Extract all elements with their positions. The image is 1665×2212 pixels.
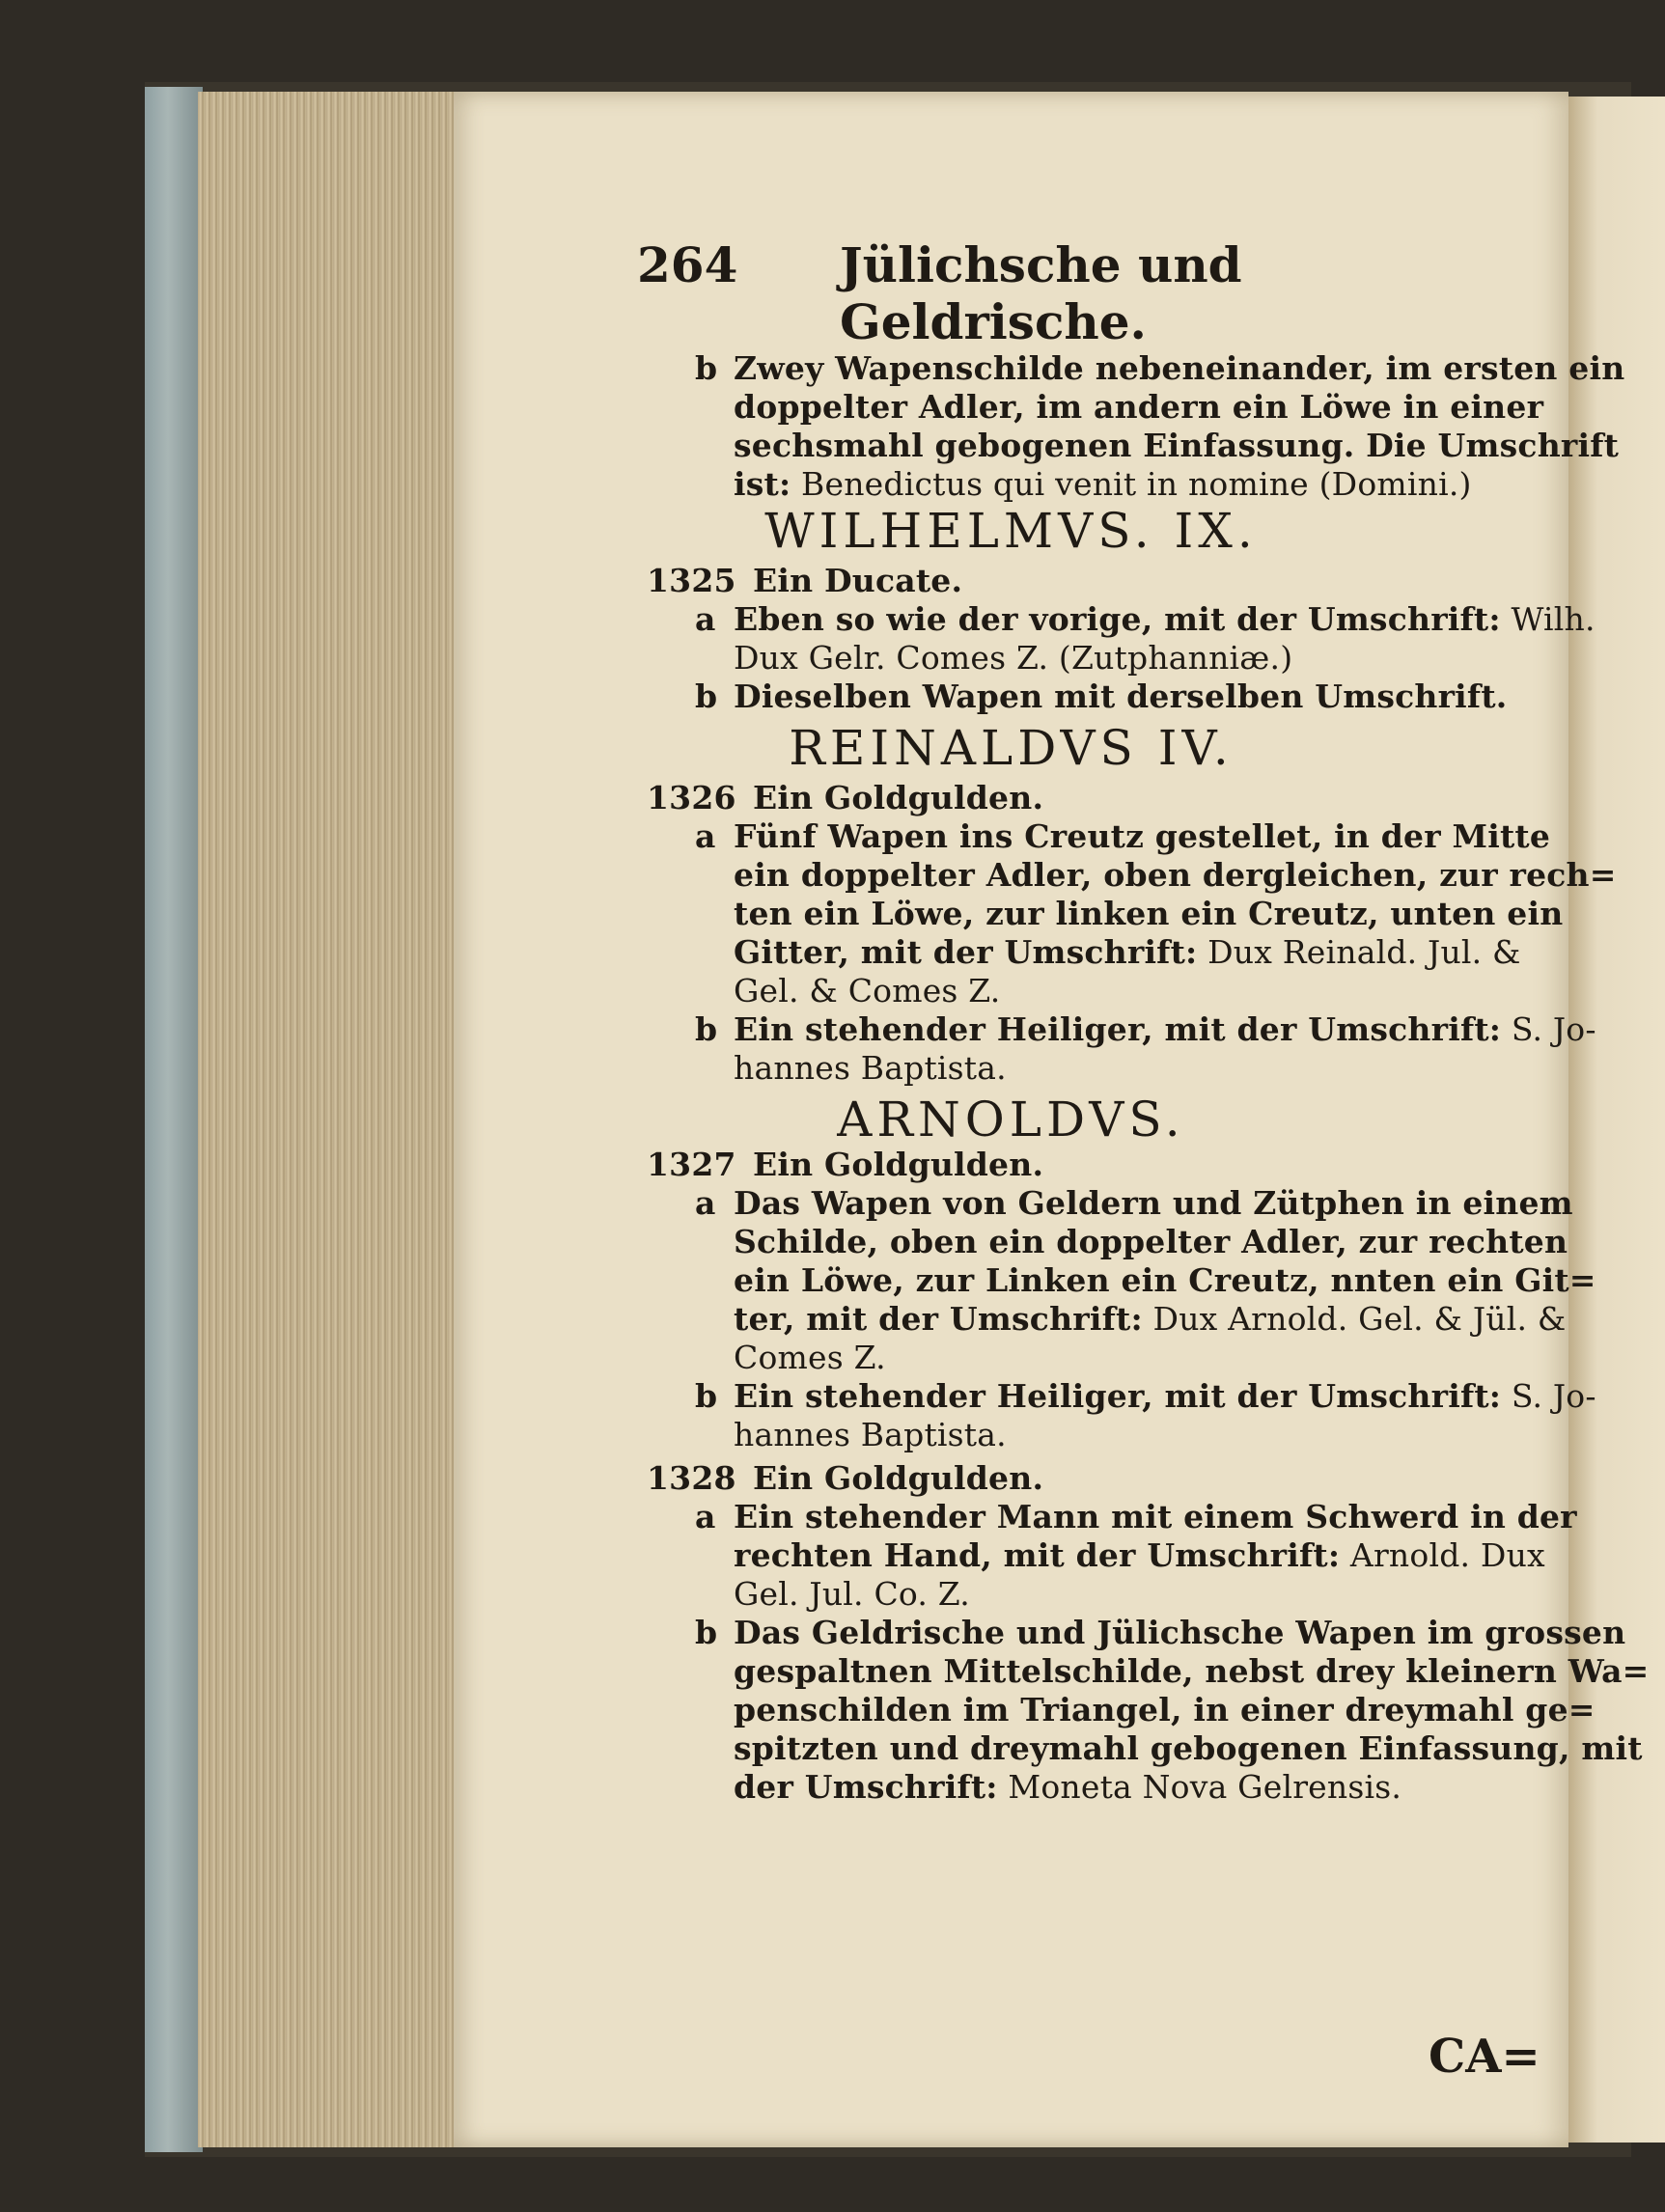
text-line [734, 465, 1472, 503]
section-heading: REINALDVS IV. [789, 720, 1234, 776]
item-marker: b [695, 1377, 718, 1415]
latin-inscription: hannes Baptista. [734, 1049, 1007, 1087]
gothic-text: der Umschrift: [734, 1768, 998, 1806]
facing-page-edge [1568, 97, 1665, 2143]
item-marker: a [695, 817, 716, 855]
gothic-text: Schilde, oben ein doppelter Adler, zur rechten [734, 1223, 1568, 1260]
gothic-text: sechsmahl gebogenen Einfassung. Die Umschrift [734, 427, 1620, 464]
latin-inscription: hannes Baptista. [734, 1416, 1007, 1453]
latin-inscription: Moneta Nova Gelrensis. [997, 1768, 1402, 1806]
text-line [734, 677, 1508, 715]
year-number: 1327 [647, 1146, 736, 1183]
text-line [734, 349, 1625, 387]
year-number: 1328 [647, 1459, 736, 1497]
item-marker: b [695, 349, 718, 387]
gothic-text: ein Löwe, zur Linken ein Creutz, nnten ein Git= [734, 1261, 1596, 1299]
text-line [734, 1300, 1567, 1338]
gothic-text: doppelter Adler, im andern ein Löwe in einer [734, 388, 1544, 426]
page-header [637, 236, 1409, 350]
year-entry-text: Ein Goldgulden. [753, 1146, 1044, 1183]
text-line [734, 600, 1596, 638]
latin-inscription: Benedictus qui venit in nomine (Domini.) [791, 465, 1472, 503]
year-number: 1326 [647, 779, 736, 816]
gothic-text: Zwey Wapenschilde nebeneinander, im ersten ein [734, 349, 1625, 387]
text-line [734, 1614, 1626, 1651]
gothic-text: Gitter, mit der Umschrift: [734, 933, 1198, 971]
text-line [734, 933, 1521, 971]
text-line [734, 1223, 1568, 1260]
year-entry-text: Ein Goldgulden. [753, 779, 1044, 816]
gothic-text: ein doppelter Adler, oben dergleichen, zur rech= [734, 856, 1617, 894]
book-page [454, 92, 1650, 2147]
latin-inscription: Gel. & Comes Z. [734, 972, 1001, 1009]
text-line [734, 1691, 1596, 1728]
gothic-text: ten ein Löwe, zur linken ein Creutz, unten ein [734, 895, 1564, 932]
text-line [734, 1652, 1650, 1690]
text-line [734, 972, 1001, 1009]
text-line [734, 1184, 1573, 1222]
gothic-text: spitzten und dreymahl gebogenen Einfassung, mit [734, 1729, 1643, 1767]
item-marker: a [695, 600, 716, 638]
text-line [734, 1498, 1577, 1535]
gothic-text: penschilden im Triangel, in einer dreymahl ge= [734, 1691, 1596, 1728]
latin-inscription: Dux Gelr. Comes Z. (Zutphanniæ.) [734, 639, 1293, 677]
gothic-text: gespaltnen Mittelschilde, nebst drey kleinern Wa= [734, 1652, 1650, 1690]
text-line [734, 427, 1620, 464]
page-text [454, 92, 1650, 2147]
latin-inscription: Dux Arnold. Gel. & Jül. & [1142, 1300, 1567, 1338]
text-line [734, 1261, 1596, 1299]
item-marker: b [695, 1010, 718, 1048]
text-line [734, 895, 1564, 932]
page-edges [198, 92, 454, 2147]
latin-inscription: Gel. Jul. Co. Z. [734, 1575, 970, 1613]
gothic-text: Ein stehender Heiliger, mit der Umschrift: [734, 1010, 1502, 1048]
text-line [734, 1049, 1007, 1087]
gothic-text: rechten Hand, mit der Umschrift: [734, 1536, 1341, 1574]
latin-inscription: Arnold. Dux [1340, 1536, 1545, 1574]
text-line [734, 1339, 886, 1376]
gothic-text: Dieselben Wapen mit derselben Umschrift. [734, 677, 1508, 715]
latin-inscription: S. Jo- [1501, 1377, 1596, 1415]
gothic-text: Ein stehender Heiliger, mit der Umschrift: [734, 1377, 1502, 1415]
item-marker: b [695, 677, 718, 715]
running-title: Jülichsche und Geldrische. [840, 236, 1242, 350]
text-line [734, 639, 1293, 677]
latin-inscription: S. Jo- [1501, 1010, 1596, 1048]
year-number: 1325 [647, 562, 736, 599]
item-marker: a [695, 1184, 716, 1222]
latin-inscription: Wilh. [1500, 600, 1596, 638]
gothic-text: Fünf Wapen ins Creutz gestellet, in der Mitte [734, 817, 1551, 855]
text-line [734, 388, 1544, 426]
year-entry-text: Ein Ducate. [753, 562, 963, 599]
page-number: 264 [637, 236, 738, 293]
gothic-text: Das Wapen von Geldern und Zütphen in einem [734, 1184, 1573, 1222]
text-line [734, 856, 1617, 894]
gothic-text: ist: [734, 465, 791, 503]
book-cover-edge [145, 87, 203, 2152]
gothic-text: ter, mit der Umschrift: [734, 1300, 1143, 1338]
section-heading: WILHELMVS. IX. [764, 503, 1258, 559]
text-line [734, 1768, 1402, 1806]
latin-inscription: Dux Reinald. Jul. & [1197, 933, 1521, 971]
gothic-text: Das Geldrische und Jülichsche Wapen im grossen [734, 1614, 1626, 1651]
gothic-text: Ein stehender Mann mit einem Schwerd in der [734, 1498, 1577, 1535]
gothic-text: Eben so wie der vorige, mit der Umschrift: [734, 600, 1501, 638]
text-line [734, 1010, 1596, 1048]
text-line [734, 1729, 1643, 1767]
item-marker: a [695, 1498, 716, 1535]
year-entry-text: Ein Goldgulden. [753, 1459, 1044, 1497]
text-line [734, 817, 1551, 855]
text-line [734, 1575, 970, 1613]
text-line [734, 1377, 1596, 1415]
catchword: CA= [1429, 2030, 1540, 2084]
text-line [734, 1536, 1545, 1574]
latin-inscription: Comes Z. [734, 1339, 886, 1376]
section-heading: ARNOLDVS. [837, 1092, 1185, 1147]
text-line [734, 1416, 1007, 1453]
item-marker: b [695, 1614, 718, 1651]
